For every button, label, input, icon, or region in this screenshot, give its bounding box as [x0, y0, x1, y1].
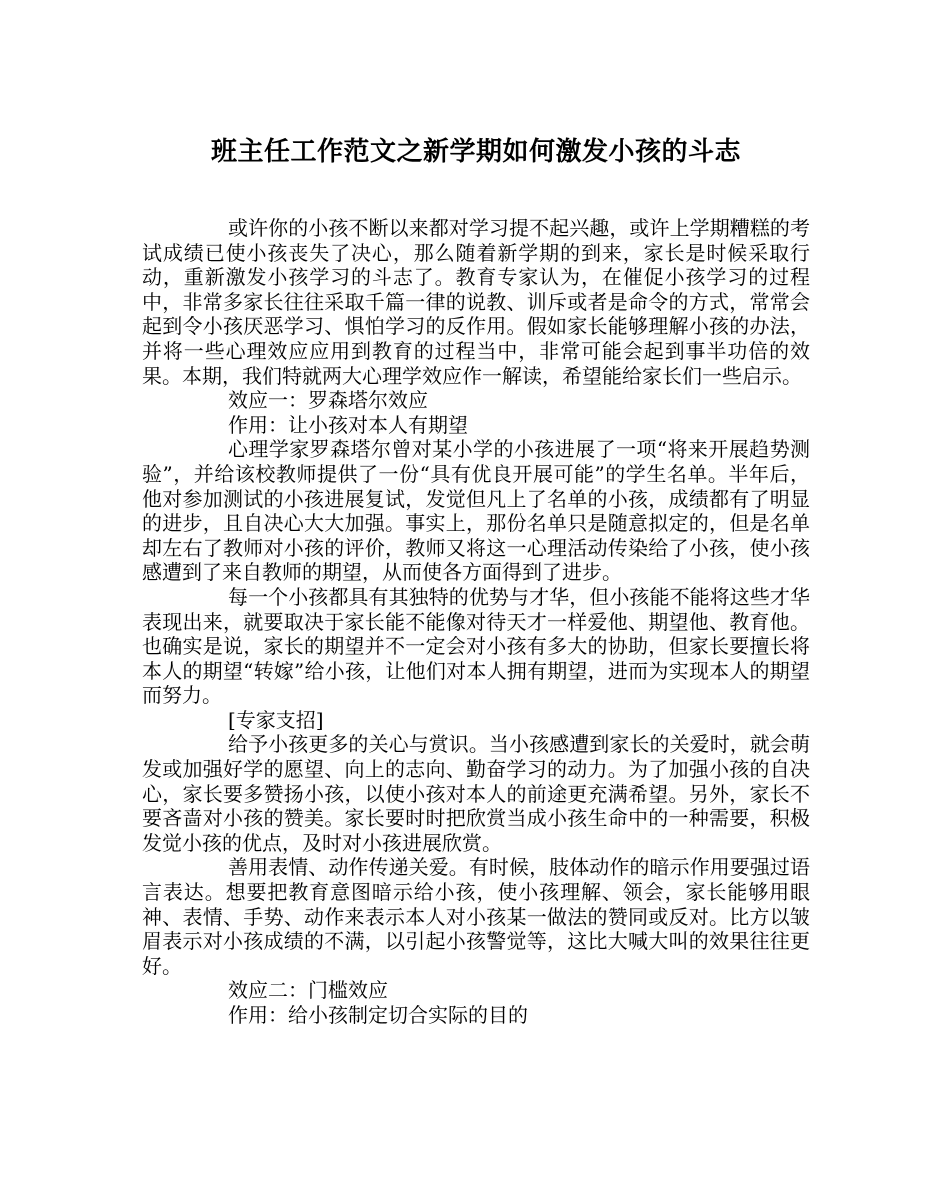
- paragraph-body-language: 善用表情、动作传递关爱。有时候，肢体动作的暗示作用要强过语言表达。想要把教育意图暗示给小孩，使小孩理解、领会，家长能够用眼神、表情、手势、动作来表示本人对小孩某一做法的赞同或反对。比方以皱眉表示对小孩成绩的不满，以引起小孩警觉等，这比大喊大叫的效果往往更好。: [142, 855, 810, 978]
- paragraph-intro: 或许你的小孩不断以来都对学习提不起兴趣，或许上学期糟糕的考试成绩已使小孩丧失了决心，那么随着新学期的到来，家长是时候采取行动，重新激发小孩学习的斗志了。教育专家认为，在催促小孩学习的过程中，非常多家长往往采取千篇一律的说教、训斥或者是命令的方式，常常会起到令小孩厌恶学习、惧怕学习的反作用。假如家长能够理解小孩的办法，并将一些心理效应应用到教育的过程当中，非常可能会起到事半功倍的效果。本期，我们特就两大心理学效应作一解读，希望能给家长们一些启示。: [142, 216, 810, 388]
- paragraph-expectations: 每一个小孩都具有其独特的优势与才华，但小孩能不能将这些才华表现出来，就要取决于家长能不能像对待天才一样爱他、期望他、教育他。也确实是说，家长的期望并不一定会对小孩有多大的协助，但家长要擅长将本人的期望“转嫁”给小孩，让他们对本人拥有期望，进而为实现本人的期望而努力。: [142, 584, 810, 708]
- effect-two-purpose: 作用：给小孩制定切合实际的目的: [228, 1003, 528, 1027]
- effect-two-heading: 效应二：门槛效应: [228, 978, 388, 1003]
- paragraph-care-appreciation: 给予小孩更多的关心与赏识。当小孩感遭到家长的关爱时，就会萌发或加强好学的愿望、向上的志向、勤奋学习的动力。为了加强小孩的自决心，家长要多赞扬小孩，以使小孩对本人的前途更充满希望。另外，家长不要吝啬对小孩的赞美。家长要时时把欣赏当成小孩生命中的一种需要，积极发觉小孩的优点，及时对小孩进展欣赏。: [142, 732, 810, 855]
- document-title: 班主任工作范文之新学期如何激发小孩的斗志: [210, 137, 741, 167]
- document-page: [142, 132, 810, 1028]
- effect-one-purpose: 作用：让小孩对本人有期望: [228, 412, 468, 437]
- paragraph-rosenthal-experiment: 心理学家罗森塔尔曾对某小学的小孩进展了一项“将来开展趋势测验”，并给该校教师提供了一份“具有优良开展可能”的学生名单。半年后，他对参加测试的小孩进展复试，发觉但凡上了名单的小孩，成绩都有了明显的进步，且自决心大大加强。事实上，那份名单只是随意拟定的，但是名单却左右了教师对小孩的评价，教师又将这一心理活动传染给了小孩，使小孩感遭到了来自教师的期望，从而使各方面得到了进步。: [142, 437, 810, 585]
- expert-tips-heading: [专家支招]: [228, 707, 324, 732]
- effect-one-heading: 效应一：罗森塔尔效应: [228, 388, 428, 413]
